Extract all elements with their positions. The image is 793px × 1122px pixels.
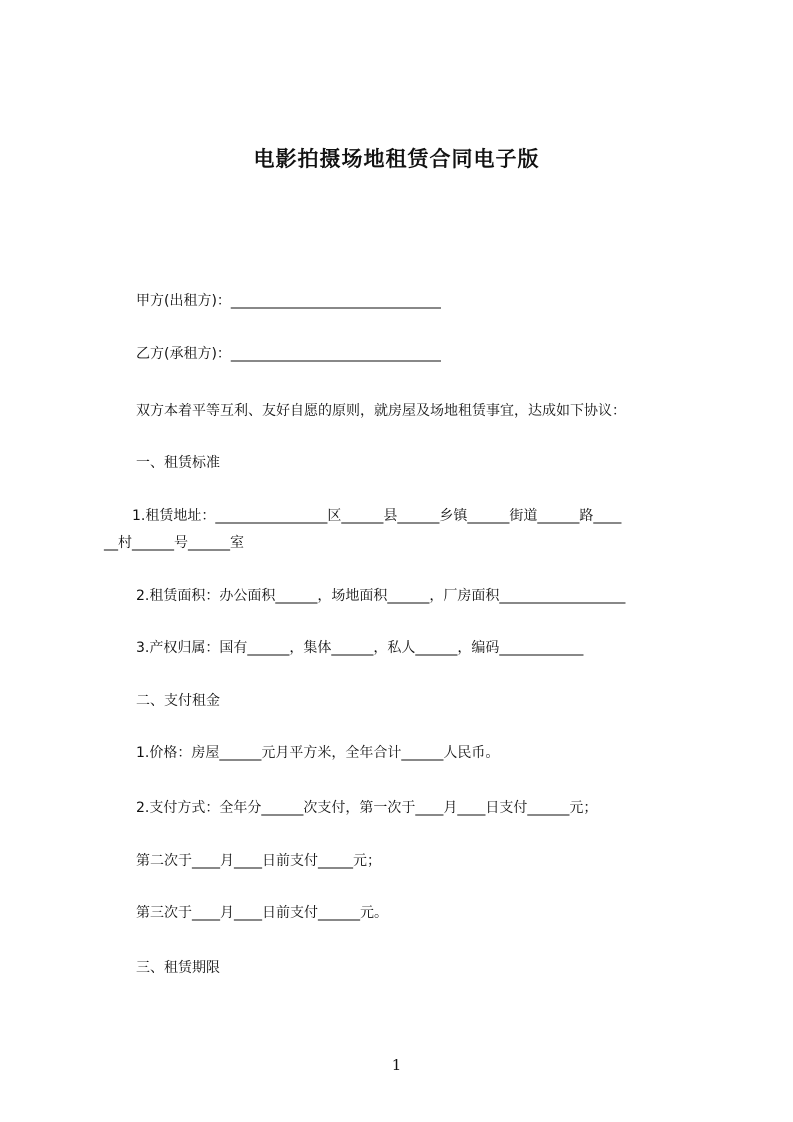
party-b-line: 乙方(承租方)：______________________________ [136,346,441,362]
clause-ownership: 3.产权归属：国有______，集体______，私人______，编码____________ [136,640,584,656]
agreement-intro: 双方本着平等互利、友好自愿的原则，就房屋及场地租赁事宜，达成如下协议： [136,403,626,419]
clause-payment-method: 2.支付方式：全年分______次支付，第一次于____月____日支付______元； [136,800,598,816]
section-heading-lease-standard: 一、租赁标准 [136,455,220,471]
party-a-line: 甲方(出租方)：______________________________ [136,293,441,309]
clause-price: 1.价格：房屋______元月平方米，全年合计______人民币。 [136,745,500,761]
document-title: 电影拍摄场地租赁合同电子版 [253,147,540,171]
clause-third-payment: 第三次于____月____日前支付______元。 [136,905,388,921]
clause-lease-address: 1.租赁地址：________________区______县______乡镇______街道______路____ [132,508,622,524]
section-heading-rent-payment: 二、支付租金 [136,693,220,709]
clause-second-payment: 第二次于____月____日前支付_____元； [136,853,381,869]
page-number: 1 [391,1056,402,1074]
section-heading-lease-term: 三、租赁期限 [136,960,220,976]
clause-lease-area: 2.租赁面积：办公面积______，场地面积______，厂房面积__________________ [136,588,626,604]
clause-lease-address-continued: __村______号______室 [104,535,244,551]
